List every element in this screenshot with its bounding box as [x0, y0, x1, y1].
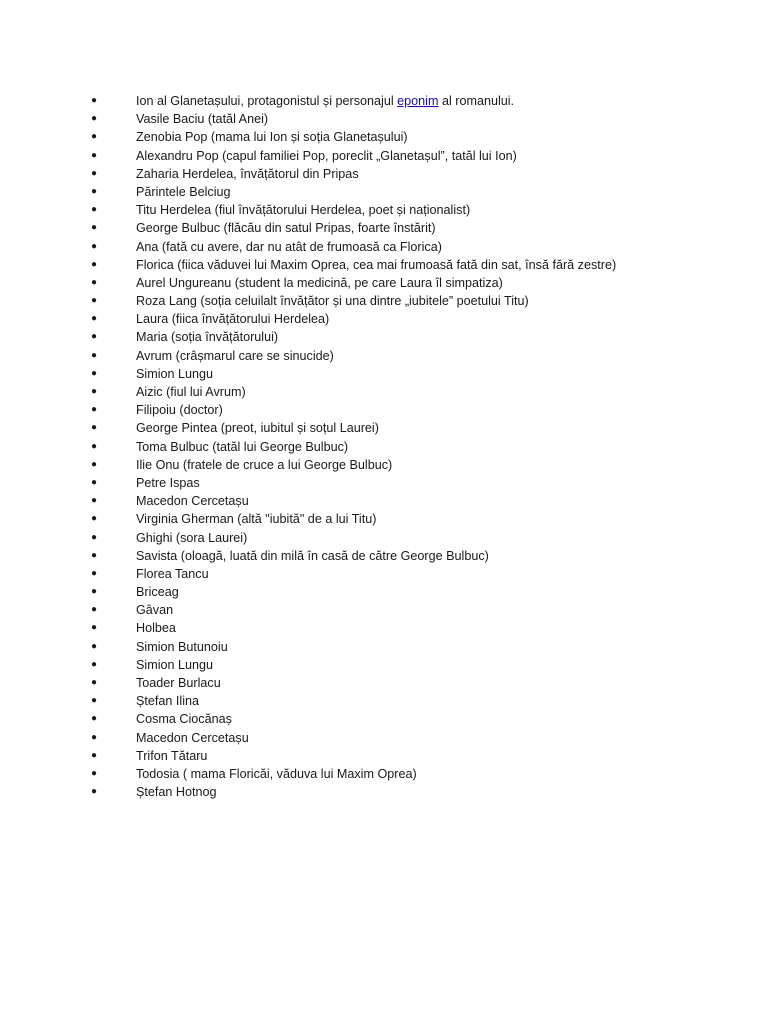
item-text-after: al romanului. [438, 94, 515, 108]
bullet-icon: ● [90, 349, 98, 361]
list-item [0, 110, 768, 128]
list-item-text: Toma Bulbuc (tatăl lui George Bulbuc) [136, 439, 349, 454]
list-item-text: Simion Lungu [136, 657, 214, 672]
bullet-icon: ● [90, 131, 98, 143]
list-item-text: Titu Herdelea (fiul învățătorului Herdelea, poet și naționalist) [136, 203, 471, 218]
list-item [0, 474, 768, 492]
list-item-text: Zaharia Herdelea, învățătorul din Pripas [136, 166, 359, 181]
list-item [0, 383, 768, 401]
list-item-text: Briceag [136, 585, 179, 600]
list-item-text: Ștefan Ilina [136, 694, 200, 709]
bullet-icon: ● [90, 204, 98, 216]
list-item-text: Zenobia Pop (mama lui Ion și soția Glanetașului) [136, 130, 408, 145]
list-item-text: Macedon Cercetașu [136, 730, 249, 745]
bullet-icon: ● [90, 604, 98, 616]
list-item [0, 165, 768, 183]
bullet-icon: ● [90, 185, 98, 197]
list-item [0, 674, 768, 692]
bullet-icon: ● [90, 476, 98, 488]
list-item-text: Trifon Tătaru [136, 748, 208, 763]
list-item-text: Vasile Baciu (tatăl Anei) [136, 112, 269, 127]
bullet-icon: ● [90, 513, 98, 525]
bullet-icon: ● [90, 767, 98, 779]
bullet-icon: ● [90, 713, 98, 725]
bullet-icon: ● [90, 731, 98, 743]
bullet-icon: ● [90, 786, 98, 798]
bullet-icon: ● [90, 640, 98, 652]
list-item [0, 492, 768, 510]
bullet-icon: ● [90, 222, 98, 234]
bullet-icon: ● [90, 549, 98, 561]
list-item-text: Părintele Belciug [136, 184, 231, 199]
bullet-icon: ● [90, 367, 98, 379]
bullet-icon: ● [90, 313, 98, 325]
list-item [0, 692, 768, 710]
list-item [0, 710, 768, 728]
character-list [0, 92, 768, 801]
list-item-text: George Bulbuc (flăcău din satul Pripas, foarte înstărit) [136, 221, 436, 236]
list-item [0, 419, 768, 437]
list-item [0, 310, 768, 328]
bullet-icon: ● [90, 531, 98, 543]
list-item [0, 147, 768, 165]
list-item-text: Simion Butunoiu [136, 639, 228, 654]
bullet-icon: ● [90, 331, 98, 343]
list-item-text: Aizic (fiul lui Avrum) [136, 385, 246, 399]
list-item-text: Laura (fiica învățătorului Herdelea) [136, 312, 330, 327]
bullet-icon: ● [90, 276, 98, 288]
list-item [0, 274, 768, 292]
list-item [0, 619, 768, 637]
list-item-text: Todosia ( mama Floricăi, văduva lui Maxim Oprea) [136, 766, 417, 781]
list-item-text: Gâvan [136, 603, 174, 618]
list-item [0, 219, 768, 237]
list-item [0, 510, 768, 528]
bullet-icon: ● [90, 695, 98, 707]
list-item-text: Aurel Ungureanu (student la medicină, pe care Laura îl simpatiza) [136, 275, 503, 290]
bullet-icon: ● [90, 95, 98, 106]
bullet-icon: ● [90, 295, 98, 307]
list-item [0, 401, 768, 419]
list-item-text: Filipoiu (doctor) [136, 403, 223, 418]
list-item-text: Holbea [136, 621, 176, 636]
list-item [0, 92, 768, 110]
list-item-text: Florica (fiica văduvei lui Maxim Oprea, cea mai frumoasă fată din sat, însă fără zestre) [136, 257, 617, 272]
list-item [0, 565, 768, 583]
list-item [0, 456, 768, 474]
list-item [0, 583, 768, 601]
bullet-icon: ● [90, 422, 98, 434]
list-item-text: Roza Lang (soția celuilalt învățător și una dintre „iubitele” poetului Titu) [136, 294, 529, 309]
list-item [0, 128, 768, 146]
bullet-icon: ● [90, 440, 98, 452]
eponim-link[interactable]: eponim [397, 94, 439, 108]
bullet-icon: ● [90, 586, 98, 598]
list-item-text: Florea Tancu [136, 566, 209, 581]
bullet-icon: ● [90, 749, 98, 761]
list-item [0, 238, 768, 256]
bullet-icon: ● [90, 658, 98, 670]
item-text-before: Ion al Glanetașului, protagonistul și personajul [136, 94, 398, 108]
list-item [0, 347, 768, 365]
list-item [0, 292, 768, 310]
bullet-icon: ● [90, 567, 98, 579]
bullet-icon: ● [90, 495, 98, 507]
list-item-text: Ștefan Hotnog [136, 785, 217, 800]
list-item [0, 256, 768, 274]
list-item [0, 765, 768, 783]
list-item-text: Toader Burlacu [136, 676, 221, 690]
list-item-text: Cosma Ciocănaș [136, 712, 232, 727]
list-item-text: Ana (fată cu avere, dar nu atât de frumoasă ca Florica) [136, 239, 442, 254]
list-item-text: Virginia Gherman (altă "iubită" de a lui Titu) [136, 512, 377, 527]
list-item-text: Ilie Onu (fratele de cruce a lui George Bulbuc) [136, 457, 393, 472]
list-item-text [136, 92, 514, 110]
list-item-text: Petre Ispas [136, 475, 200, 490]
list-item [0, 547, 768, 565]
list-item-text: Macedon Cercetașu [136, 494, 249, 509]
bullet-icon: ● [90, 404, 98, 416]
bullet-icon: ● [90, 258, 98, 270]
list-item [0, 328, 768, 346]
list-item-text: Maria (soția învățătorului) [136, 330, 279, 345]
list-item [0, 656, 768, 674]
bullet-icon: ● [90, 458, 98, 470]
bullet-icon: ● [90, 113, 98, 125]
bullet-icon: ● [90, 622, 98, 634]
list-item [0, 183, 768, 201]
list-item [0, 201, 768, 219]
list-item-text: Savista (oloagă, luată din milă în casă de către George Bulbuc) [136, 548, 489, 563]
list-item [0, 601, 768, 619]
bullet-icon: ● [90, 149, 98, 161]
list-item [0, 529, 768, 547]
list-item-text: Ghighi (sora Laurei) [136, 530, 248, 545]
list-item-text: Simion Lungu [136, 366, 214, 381]
list-item-text: Avrum (crâșmarul care se sinucide) [136, 348, 334, 363]
list-item [0, 783, 768, 801]
bullet-icon: ● [90, 677, 98, 688]
list-item [0, 365, 768, 383]
list-item-text: George Pintea (preot, iubitul și soțul Laurei) [136, 421, 379, 436]
list-item-text: Alexandru Pop (capul familiei Pop, poreclit „Glanetașul”, tatăl lui Ion) [136, 148, 517, 163]
bullet-icon: ● [90, 240, 98, 252]
bullet-icon: ● [90, 167, 98, 179]
list-item [0, 438, 768, 456]
list-item [0, 747, 768, 765]
list-item [0, 638, 768, 656]
bullet-icon: ● [90, 386, 98, 397]
list-item [0, 729, 768, 747]
